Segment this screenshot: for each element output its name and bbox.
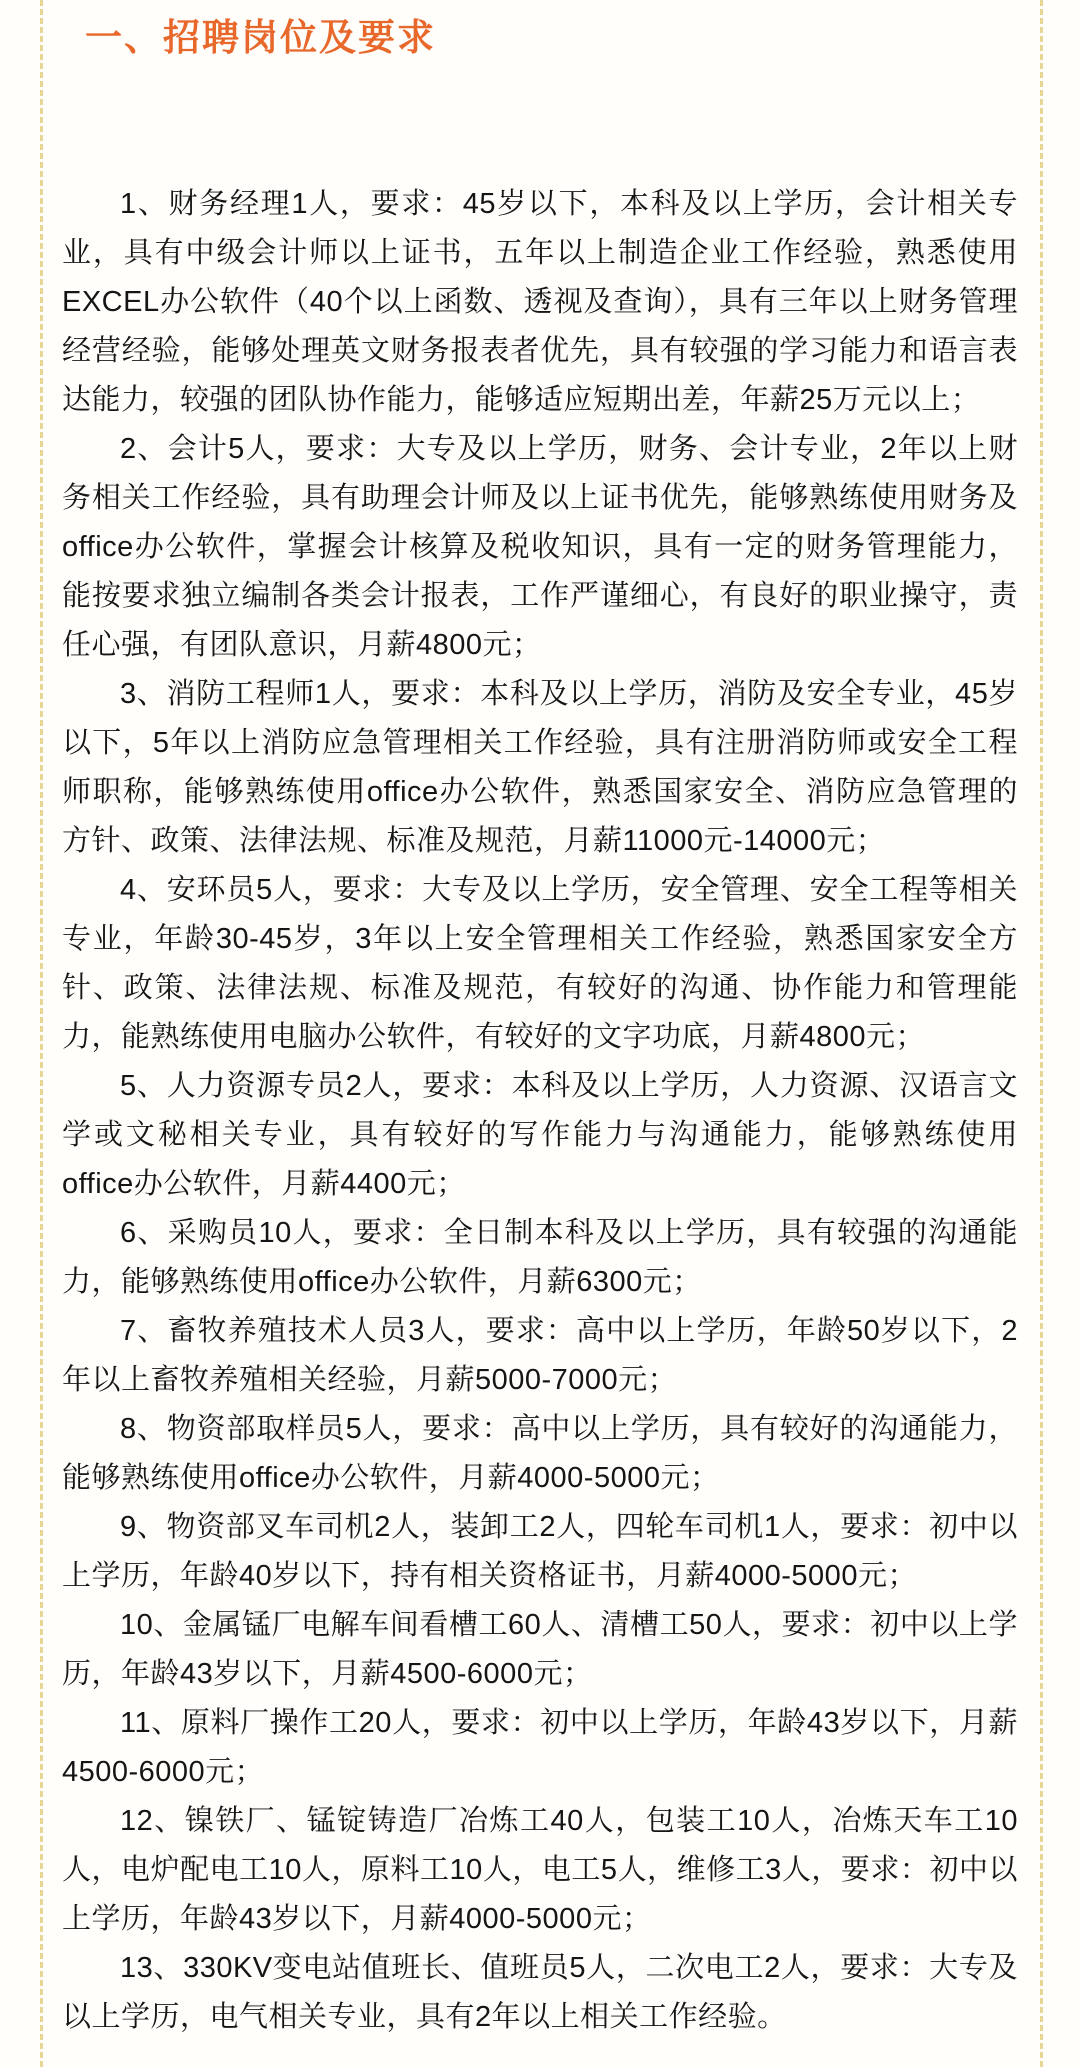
job-item-8: 8、物资部取样员5人，要求：高中以上学历，具有较好的沟通能力，能够熟练使用office办公软件，月薪4000-5000元； xyxy=(62,1413,1018,1494)
article-content xyxy=(40,0,1040,2042)
section-title: 一、招聘岗位及要求 xyxy=(85,17,436,58)
job-item-13: 13、330KV变电站值班长、值班员5人，二次电工2人，要求：大专及以上学历，电气相关专业，具有2年以上相关工作经验。 xyxy=(62,1952,1018,2033)
job-item-11: 11、原料厂操作工20人，要求：初中以上学历，年龄43岁以下，月薪4500-6000元； xyxy=(62,1707,1018,1788)
job-item-7: 7、畜牧养殖技术人员3人，要求：高中以上学历，年龄50岁以下，2年以上畜牧养殖相关经验，月薪5000-7000元； xyxy=(62,1315,1018,1396)
job-item-2: 2、会计5人，要求：大专及以上学历，财务、会计专业，2年以上财务相关工作经验，具有助理会计师及以上证书优先，能够熟练使用财务及office办公软件，掌握会计核算及税收知识，具有一定的财务管理能力，能按要求独立编制各类会计报表，工作严谨细心，有良好的职业操守，责任心强，有团队意识，月薪4800元； xyxy=(62,433,1018,661)
job-item-12: 12、镍铁厂、锰锭铸造厂冶炼工40人，包装工10人，冶炼天车工10人，电炉配电工10人，原料工10人，电工5人，维修工3人，要求：初中以上学历，年龄43岁以下，月薪4000-5000元； xyxy=(62,1805,1018,1935)
job-item-6: 6、采购员10人，要求：全日制本科及以上学历，具有较强的沟通能力，能够熟练使用office办公软件，月薪6300元； xyxy=(62,1217,1018,1298)
job-item-3: 3、消防工程师1人，要求：本科及以上学历，消防及安全专业，45岁以下，5年以上消防应急管理相关工作经验，具有注册消防师或安全工程师职称，能够熟练使用office办公软件，熟悉国家安全、消防应急管理的方针、政策、法律法规、标准及规范，月薪11000元-14000元； xyxy=(62,678,1018,857)
job-list xyxy=(62,180,1018,2042)
job-item-4: 4、安环员5人，要求：大专及以上学历，安全管理、安全工程等相关专业，年龄30-45岁，3年以上安全管理相关工作经验，熟悉国家安全方针、政策、法律法规、标准及规范，有较好的沟通、协作能力和管理能力，能熟练使用电脑办公软件，有较好的文字功底，月薪4800元； xyxy=(62,874,1018,1053)
job-item-1: 1、财务经理1人，要求：45岁以下，本科及以上学历，会计相关专业，具有中级会计师以上证书，五年以上制造企业工作经验，熟悉使用EXCEL办公软件（40个以上函数、透视及查询），具有三年以上财务管理经营经验，能够处理英文财务报表者优先，具有较强的学习能力和语言表达能力，较强的团队协作能力，能够适应短期出差，年薪25万元以上； xyxy=(62,188,1018,416)
job-item-9: 9、物资部叉车司机2人，装卸工2人，四轮车司机1人，要求：初中以上学历，年龄40岁以下，持有相关资格证书，月薪4000-5000元； xyxy=(62,1511,1018,1592)
right-dashed-border xyxy=(1040,0,1043,2067)
job-item-10: 10、金属锰厂电解车间看槽工60人、清槽工50人，要求：初中以上学历，年龄43岁以下，月薪4500-6000元； xyxy=(62,1609,1018,1690)
job-item-5: 5、人力资源专员2人，要求：本科及以上学历，人力资源、汉语言文学或文秘相关专业，具有较好的写作能力与沟通能力，能够熟练使用office办公软件，月薪4400元； xyxy=(62,1070,1018,1200)
